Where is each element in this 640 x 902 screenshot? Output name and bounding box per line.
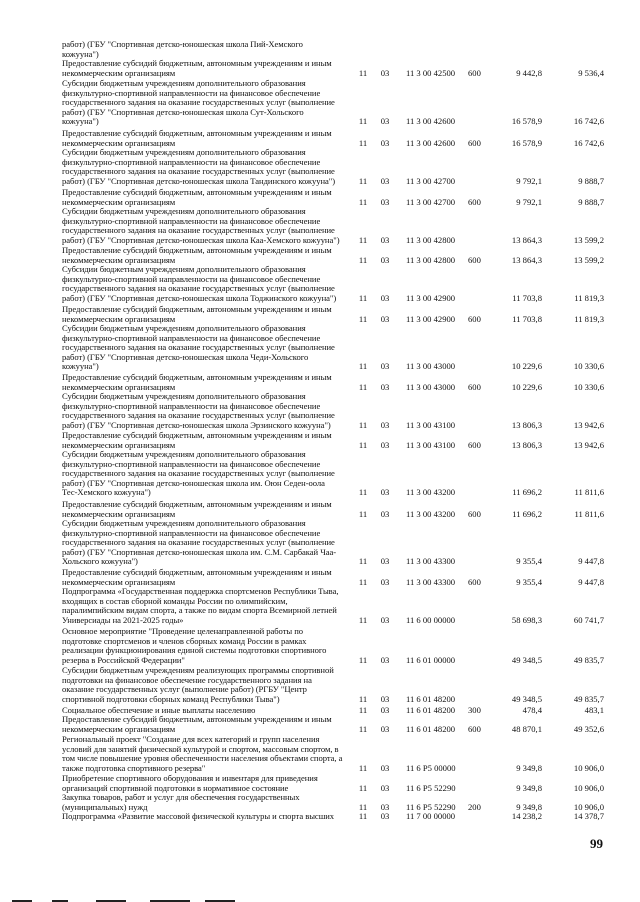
section-code-cell: 11 — [358, 654, 368, 665]
section-code-cell: 11 — [358, 116, 368, 127]
amount-year2-cell: 49 352,6 — [573, 723, 604, 734]
expense-type-cell: 600 — [468, 254, 481, 265]
subsection-code-cell: 03 — [380, 313, 390, 324]
row-description: Предоставление субсидий бюджетным, автономным учреждениям и иным некоммерческим организациям — [62, 187, 332, 207]
row-description: Предоставление субсидий бюджетным, автономным учреждениям и иным некоммерческим организациям — [62, 245, 332, 265]
amount-year1-cell: 11 703,8 — [512, 292, 542, 303]
section-code-cell: 11 — [358, 705, 368, 715]
subsection-code-cell: 03 — [380, 234, 390, 245]
page-number: 99 — [590, 836, 603, 851]
target-article-cell: 11 6 00 00000 — [406, 614, 456, 625]
target-article-cell: 11 6 01 48200 — [406, 723, 456, 734]
amount-year2-cell: 11 819,3 — [574, 313, 604, 324]
subsection-code-cell: 03 — [380, 782, 390, 793]
subsection-code-cell: 03 — [380, 576, 390, 587]
section-code-cell: 11 — [358, 313, 368, 324]
row-description: Субсидии бюджетным учреждениям дополнительного образования физкультурно-спортивной направленности на финансовое обеспечение государственного задания на оказание государственных услуг (выполнение работ) (ГБУ "Спортивная детско-юношеская школа им. С.М. Сарбакай Чаа- Хольского кожууна") — [62, 518, 337, 567]
amount-year2-cell: 16 742,6 — [573, 116, 604, 127]
expense-type-cell: 600 — [468, 439, 481, 450]
section-code-cell: 11 — [358, 782, 368, 793]
amount-year2-cell: 14 378,7 — [573, 811, 604, 821]
row-description: Субсидии бюджетным учреждениям дополнительного образования физкультурно-спортивной направленности на финансовое обеспечение государственного задания на оказание государственных услуг (выполнение работ) (ГБУ "Спортивная детско-юношеская школа Эрзинского кожууна") — [62, 391, 335, 430]
row-description: Подпрограмма «Развитие массовой физической культуры и спорта высших — [62, 811, 335, 821]
amount-year2-cell: 60 741,7 — [573, 614, 604, 625]
target-article-cell: 11 6 P5 52290 — [406, 782, 456, 793]
amount-year1-cell: 13 864,3 — [511, 234, 542, 245]
target-article-cell: 11 3 00 42700 — [406, 175, 456, 186]
amount-year1-cell: 10 229,6 — [511, 381, 542, 392]
section-code-cell: 11 — [358, 723, 368, 734]
section-code-cell: 11 — [358, 576, 368, 587]
row-description: Основное мероприятие "Проведение целенаправленной работы по подготовке спортсменов и членов сборных команд России в рамках реализации функционирования единой системы подготовки спортивного резерва в Российской Федерации" — [62, 626, 327, 665]
subsection-code-cell: 03 — [380, 693, 390, 704]
subsection-code-cell: 03 — [380, 381, 390, 392]
amount-year1-cell: 16 578,9 — [511, 116, 542, 127]
subsection-code-cell: 03 — [380, 175, 390, 186]
row-description: Субсидии бюджетным учреждениям дополнительного образования физкультурно-спортивной направленности на финансовое обеспечение государственного задания на оказание государственных услуг (выполнение работ) (ГБУ "Спортивная детско-юношеская школа Чеди-Хольского кожууна") — [62, 323, 335, 372]
target-article-cell: 11 3 00 42700 — [406, 196, 456, 207]
amount-year1-cell: 49 348,5 — [511, 654, 542, 665]
subsection-code-cell: 03 — [380, 614, 390, 625]
amount-year1-cell: 11 703,8 — [512, 313, 542, 324]
amount-year1-cell: 10 229,6 — [511, 361, 542, 372]
row-description: Подпрограмма «Государственная поддержка спортсменов Республики Тыва, входящих в состав сборной команды России по олимпийским, паралимпийским видам спорта, а также по видам спорта Всемирной летней Универсиады на 2021-2025 годы» — [62, 586, 339, 625]
amount-year2-cell: 10 330,6 — [573, 381, 604, 392]
section-code-cell: 11 — [358, 419, 368, 430]
amount-year1-cell: 9 355,4 — [516, 576, 542, 587]
expense-type-cell: 600 — [468, 196, 481, 207]
section-code-cell: 11 — [358, 361, 368, 372]
section-code-cell: 11 — [358, 487, 368, 498]
target-article-cell: 11 3 00 42600 — [406, 137, 456, 148]
amount-year1-cell: 9 349,8 — [516, 782, 542, 793]
section-code-cell: 11 — [358, 381, 368, 392]
amount-year2-cell: 10 906,0 — [573, 801, 604, 812]
amount-year1-cell: 9 442,8 — [516, 67, 542, 78]
amount-year2-cell: 10 906,0 — [573, 782, 604, 793]
amount-year2-cell: 13 942,6 — [573, 439, 604, 450]
amount-year1-cell: 58 698,3 — [511, 614, 542, 625]
target-article-cell: 11 3 00 43000 — [406, 381, 456, 392]
section-code-cell: 11 — [358, 556, 368, 567]
subsection-code-cell: 03 — [380, 254, 390, 265]
row-description: Предоставление субсидий бюджетным, автономным учреждениям и иным некоммерческим организациям — [62, 58, 332, 78]
section-code-cell: 11 — [358, 254, 368, 265]
amount-year2-cell: 10 906,0 — [573, 762, 604, 773]
amount-year2-cell: 11 811,6 — [574, 508, 604, 519]
amount-year2-cell: 13 599,2 — [573, 234, 604, 245]
subsection-code-cell: 03 — [380, 292, 390, 303]
row-description: работ) (ГБУ "Спортивная детско-юношеская школа Пий-Хемского кожууна") — [62, 39, 303, 59]
target-article-cell: 11 3 00 43100 — [406, 439, 456, 450]
target-article-cell: 11 3 00 43100 — [406, 419, 456, 430]
row-description: Предоставление субсидий бюджетным, автономным учреждениям и иным некоммерческим организациям — [62, 499, 332, 519]
expense-type-cell: 600 — [468, 508, 481, 519]
row-description: Предоставление субсидий бюджетным, автономным учреждениям и иным некоммерческим организациям — [62, 304, 332, 324]
amount-year2-cell: 49 835,7 — [573, 654, 604, 665]
expense-type-cell: 600 — [468, 67, 481, 78]
row-description: Субсидии бюджетным учреждениям дополнительного образования физкультурно-спортивной направленности на финансовое обеспечение государственного задания на оказание государственных услуг (выполнение работ) (ГБУ "Спортивная детско-юношеская школа Сут-Хольского кожууна") — [62, 78, 335, 127]
target-article-cell: 11 6 01 00000 — [406, 654, 456, 665]
expense-type-cell: 600 — [468, 576, 481, 587]
expense-type-cell: 200 — [468, 801, 481, 812]
amount-year2-cell: 16 742,6 — [573, 137, 604, 148]
target-article-cell: 11 3 00 42500 — [406, 67, 456, 78]
row-description: Субсидии бюджетным учреждениям дополнительного образования физкультурно-спортивной направленности на финансовое обеспечение государственного задания на оказание государственных услуг (выполнение работ) (ГБУ "Спортивная детско-юношеская школа Каа-Хемского кожууна") — [62, 206, 340, 245]
section-code-cell: 11 — [358, 693, 368, 704]
row-description: Субсидии бюджетным учреждениям дополнительного образования физкультурно-спортивной направленности на финансовое обеспечение государственного задания на оказание государственных услуг (выполнение работ) (ГБУ "Спортивная детско-юношеская школа Тоджинского кожууна") — [62, 264, 337, 303]
expense-type-cell: 600 — [468, 137, 481, 148]
subsection-code-cell: 03 — [380, 508, 390, 519]
row-description: Предоставление субсидий бюджетным, автономным учреждениям и иным некоммерческим организациям — [62, 128, 332, 148]
row-description: Закупка товаров, работ и услуг для обеспечения государственных (муниципальных) нужд — [62, 792, 300, 812]
amount-year2-cell: 11 811,6 — [574, 487, 604, 498]
amount-year1-cell: 9 349,8 — [516, 762, 542, 773]
target-article-cell: 11 6 01 48200 — [406, 705, 456, 715]
subsection-code-cell: 03 — [380, 419, 390, 430]
subsection-code-cell: 03 — [380, 723, 390, 734]
subsection-code-cell: 03 — [380, 67, 390, 78]
subsection-code-cell: 03 — [380, 801, 390, 812]
amount-year1-cell: 14 238,2 — [511, 811, 542, 821]
expense-type-cell: 600 — [468, 313, 481, 324]
section-code-cell: 11 — [358, 137, 368, 148]
section-code-cell: 11 — [358, 508, 368, 519]
subsection-code-cell: 03 — [380, 361, 390, 372]
section-code-cell: 11 — [358, 614, 368, 625]
target-article-cell: 11 3 00 42800 — [406, 254, 456, 265]
expense-type-cell: 300 — [468, 705, 481, 715]
amount-year1-cell: 13 806,3 — [511, 419, 542, 430]
subsection-code-cell: 03 — [380, 487, 390, 498]
amount-year1-cell: 478,4 — [522, 705, 542, 715]
target-article-cell: 11 3 00 42800 — [406, 234, 456, 245]
target-article-cell: 11 3 00 42900 — [406, 313, 456, 324]
target-article-cell: 11 3 00 43200 — [406, 487, 456, 498]
target-article-cell: 11 3 00 43000 — [406, 361, 456, 372]
row-description: Приобретение спортивного оборудования и инвентаря для приведения организаций спортивной подготовки в нормативное состояние — [62, 773, 318, 793]
amount-year2-cell: 9 536,4 — [578, 67, 604, 78]
amount-year2-cell: 9 447,8 — [578, 576, 604, 587]
amount-year1-cell: 9 792,1 — [516, 175, 542, 186]
section-code-cell: 11 — [358, 439, 368, 450]
section-code-cell: 11 — [358, 811, 368, 821]
amount-year1-cell: 9 792,1 — [516, 196, 542, 207]
row-description: Региональный проект "Создание для всех категорий и групп населения условий для занятий физической культурой и спортом, массовым спортом, в том числе повышение уровня обеспеченности населения объектами спорта, а также подготовка спортивного резерва" — [62, 734, 343, 773]
subsection-code-cell: 03 — [380, 196, 390, 207]
row-description: Предоставление субсидий бюджетным, автономным учреждениям и иным некоммерческим организациям — [62, 430, 332, 450]
amount-year2-cell: 13 599,2 — [573, 254, 604, 265]
amount-year2-cell: 49 835,7 — [573, 693, 604, 704]
amount-year2-cell: 9 888,7 — [578, 175, 604, 186]
row-description: Субсидии бюджетным учреждениям реализующих программы спортивной подготовки на финансовое обеспечение государственного задания на оказание государственных услуг (выполнение работ) (РГБУ "Центр спортивной подготовки сборных команд Республики Тыва") — [62, 665, 334, 704]
section-code-cell: 11 — [358, 67, 368, 78]
target-article-cell: 11 7 00 00000 — [406, 811, 456, 821]
section-code-cell: 11 — [358, 234, 368, 245]
row-description: Предоставление субсидий бюджетным, автономным учреждениям и иным некоммерческим организациям — [62, 714, 332, 734]
expense-type-cell: 600 — [468, 381, 481, 392]
amount-year1-cell: 48 870,1 — [511, 723, 542, 734]
amount-year1-cell: 11 696,2 — [512, 508, 542, 519]
target-article-cell: 11 3 00 43200 — [406, 508, 456, 519]
row-description: Субсидии бюджетным учреждениям дополнительного образования физкультурно-спортивной направленности на финансовое обеспечение государственного задания на оказание государственных услуг (выполнение работ) (ГБУ "Спортивная детско-юношеская школа им. Оюн Седен-оола Тес-Хемского кожууна") — [62, 449, 335, 498]
amount-year2-cell: 10 330,6 — [573, 361, 604, 372]
target-article-cell: 11 3 00 43300 — [406, 556, 456, 567]
amount-year2-cell: 11 819,3 — [574, 292, 604, 303]
target-article-cell: 11 6 01 48200 — [406, 693, 456, 704]
section-code-cell: 11 — [358, 801, 368, 812]
amount-year1-cell: 9 355,4 — [516, 556, 542, 567]
subsection-code-cell: 03 — [380, 116, 390, 127]
subsection-code-cell: 03 — [380, 137, 390, 148]
section-code-cell: 11 — [358, 196, 368, 207]
amount-year2-cell: 13 942,6 — [573, 419, 604, 430]
amount-year1-cell: 13 864,3 — [511, 254, 542, 265]
subsection-code-cell: 03 — [380, 439, 390, 450]
expense-type-cell: 600 — [468, 723, 481, 734]
target-article-cell: 11 3 00 42600 — [406, 116, 456, 127]
row-description: Субсидии бюджетным учреждениям дополнительного образования физкультурно-спортивной направленности на финансовое обеспечение государственного задания на оказание государственных услуг (выполнение работ) (ГБУ "Спортивная детско-юношеская школа Тандинского кожууна") — [62, 147, 336, 186]
amount-year2-cell: 9 447,8 — [578, 556, 604, 567]
row-description: Предоставление субсидий бюджетным, автономным учреждениям и иным некоммерческим организациям — [62, 567, 332, 587]
subsection-code-cell: 03 — [380, 705, 390, 715]
target-article-cell: 11 3 00 43300 — [406, 576, 456, 587]
subsection-code-cell: 03 — [380, 762, 390, 773]
amount-year1-cell: 16 578,9 — [511, 137, 542, 148]
target-article-cell: 11 6 P5 00000 — [406, 762, 456, 773]
target-article-cell: 11 3 00 42900 — [406, 292, 456, 303]
subsection-code-cell: 03 — [380, 654, 390, 665]
amount-year2-cell: 483,1 — [584, 705, 604, 715]
subsection-code-cell: 03 — [380, 556, 390, 567]
section-code-cell: 11 — [358, 292, 368, 303]
amount-year1-cell: 13 806,3 — [511, 439, 542, 450]
section-code-cell: 11 — [358, 175, 368, 186]
amount-year1-cell: 9 349,8 — [516, 801, 542, 812]
amount-year1-cell: 49 348,5 — [511, 693, 542, 704]
row-description: Предоставление субсидий бюджетным, автономным учреждениям и иным некоммерческим организациям — [62, 372, 332, 392]
target-article-cell: 11 6 P5 52290 — [406, 801, 456, 812]
amount-year2-cell: 9 888,7 — [578, 196, 604, 207]
row-description: Социальное обеспечение и иные выплаты населению — [62, 705, 256, 715]
subsection-code-cell: 03 — [380, 811, 390, 821]
section-code-cell: 11 — [358, 762, 368, 773]
amount-year1-cell: 11 696,2 — [512, 487, 542, 498]
